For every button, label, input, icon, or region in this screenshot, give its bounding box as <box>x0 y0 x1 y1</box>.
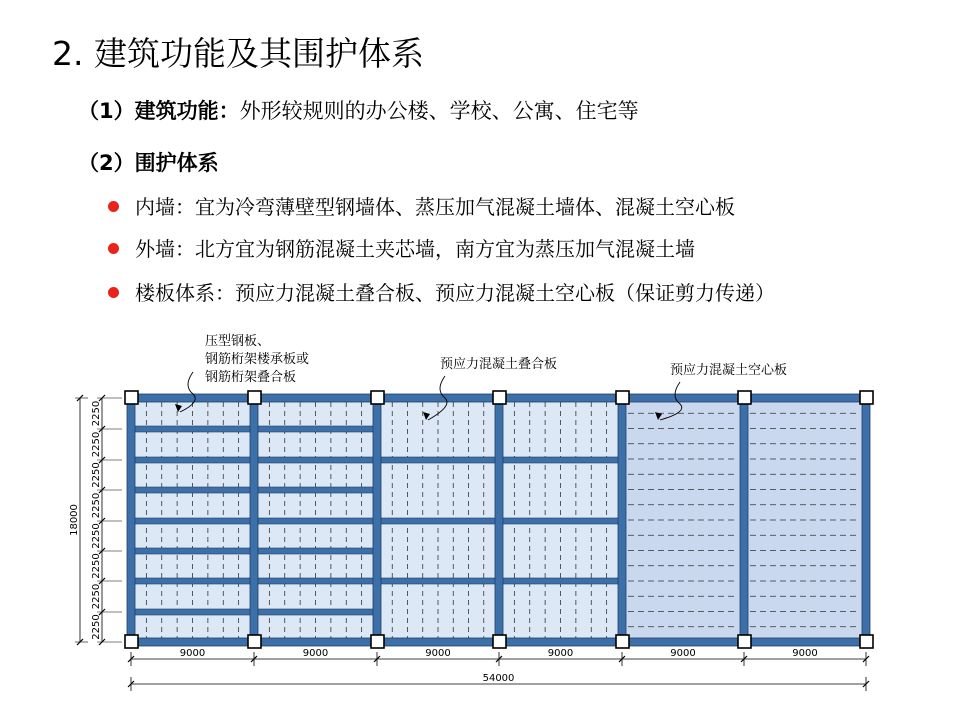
column <box>860 391 873 404</box>
column <box>125 391 138 404</box>
envelope-heading: （2）围护体系 <box>78 151 219 175</box>
bay-dimension: 9000 <box>302 648 329 659</box>
label-steel-deck-1: 压型钢板、 <box>205 334 271 349</box>
row-dimension: 2250 <box>91 553 102 579</box>
total-width-dimension: 54000 <box>482 673 515 684</box>
main-beam <box>618 398 626 642</box>
row-dimension: 2250 <box>91 431 102 458</box>
column <box>493 635 506 648</box>
row-dimension: 2250 <box>91 583 102 610</box>
bay-dimension: 9000 <box>425 648 451 659</box>
column <box>248 391 261 404</box>
building-function-text: 外形较规则的办公楼、学校、公寓、住宅等 <box>239 99 639 123</box>
main-beam <box>373 398 381 642</box>
column <box>738 391 751 404</box>
label-hollow-slab: 预应力混凝土空心板 <box>670 363 788 378</box>
column <box>860 635 873 648</box>
bay-dimension: 9000 <box>179 648 206 659</box>
bullet-outer-wall: 外墙：北方宜为钢筋混凝土夹芯墙，南方宜为蒸压加气混凝土墙 <box>108 234 695 264</box>
row-dimension: 2250 <box>91 614 102 640</box>
bullet-floor-system: 楼板体系：预应力混凝土叠合板、预应力混凝土空心板（保证剪力传递） <box>108 278 775 308</box>
label-steel-deck-2: 钢筋桁架楼承板或 <box>205 352 310 367</box>
column <box>616 391 629 404</box>
row-dimension: 2250 <box>91 492 102 519</box>
bay-dimension: 9000 <box>792 648 818 659</box>
bullet-inner-wall: 内墙：宜为冷弯薄壁型钢墙体、蒸压加气混凝土墙体、混凝土空心板 <box>108 192 735 222</box>
column <box>371 635 384 648</box>
main-beam <box>495 398 503 642</box>
main-beam <box>250 398 258 642</box>
column <box>616 635 629 648</box>
row-dimension: 2250 <box>91 523 102 549</box>
label-steel-deck-3: 钢筋桁架叠合板 <box>205 370 297 385</box>
column <box>493 391 506 404</box>
label-composite-slab: 预应力混凝土叠合板 <box>440 357 558 372</box>
column <box>738 635 751 648</box>
total-height-dimension: 18000 <box>69 504 80 536</box>
row-dimension: 2250 <box>91 462 102 488</box>
bay-dimension: 9000 <box>547 648 574 659</box>
bay-dimension: 9000 <box>670 648 696 659</box>
main-beam <box>862 398 870 642</box>
main-beam <box>740 398 748 642</box>
row-dimension: 2250 <box>91 400 102 427</box>
column <box>248 635 261 648</box>
column <box>125 635 138 648</box>
building-function-label: （1）建筑功能： <box>78 99 240 123</box>
column <box>371 391 384 404</box>
page-title: 2. 建筑功能及其围护体系 <box>52 34 424 73</box>
main-beam <box>127 398 135 642</box>
